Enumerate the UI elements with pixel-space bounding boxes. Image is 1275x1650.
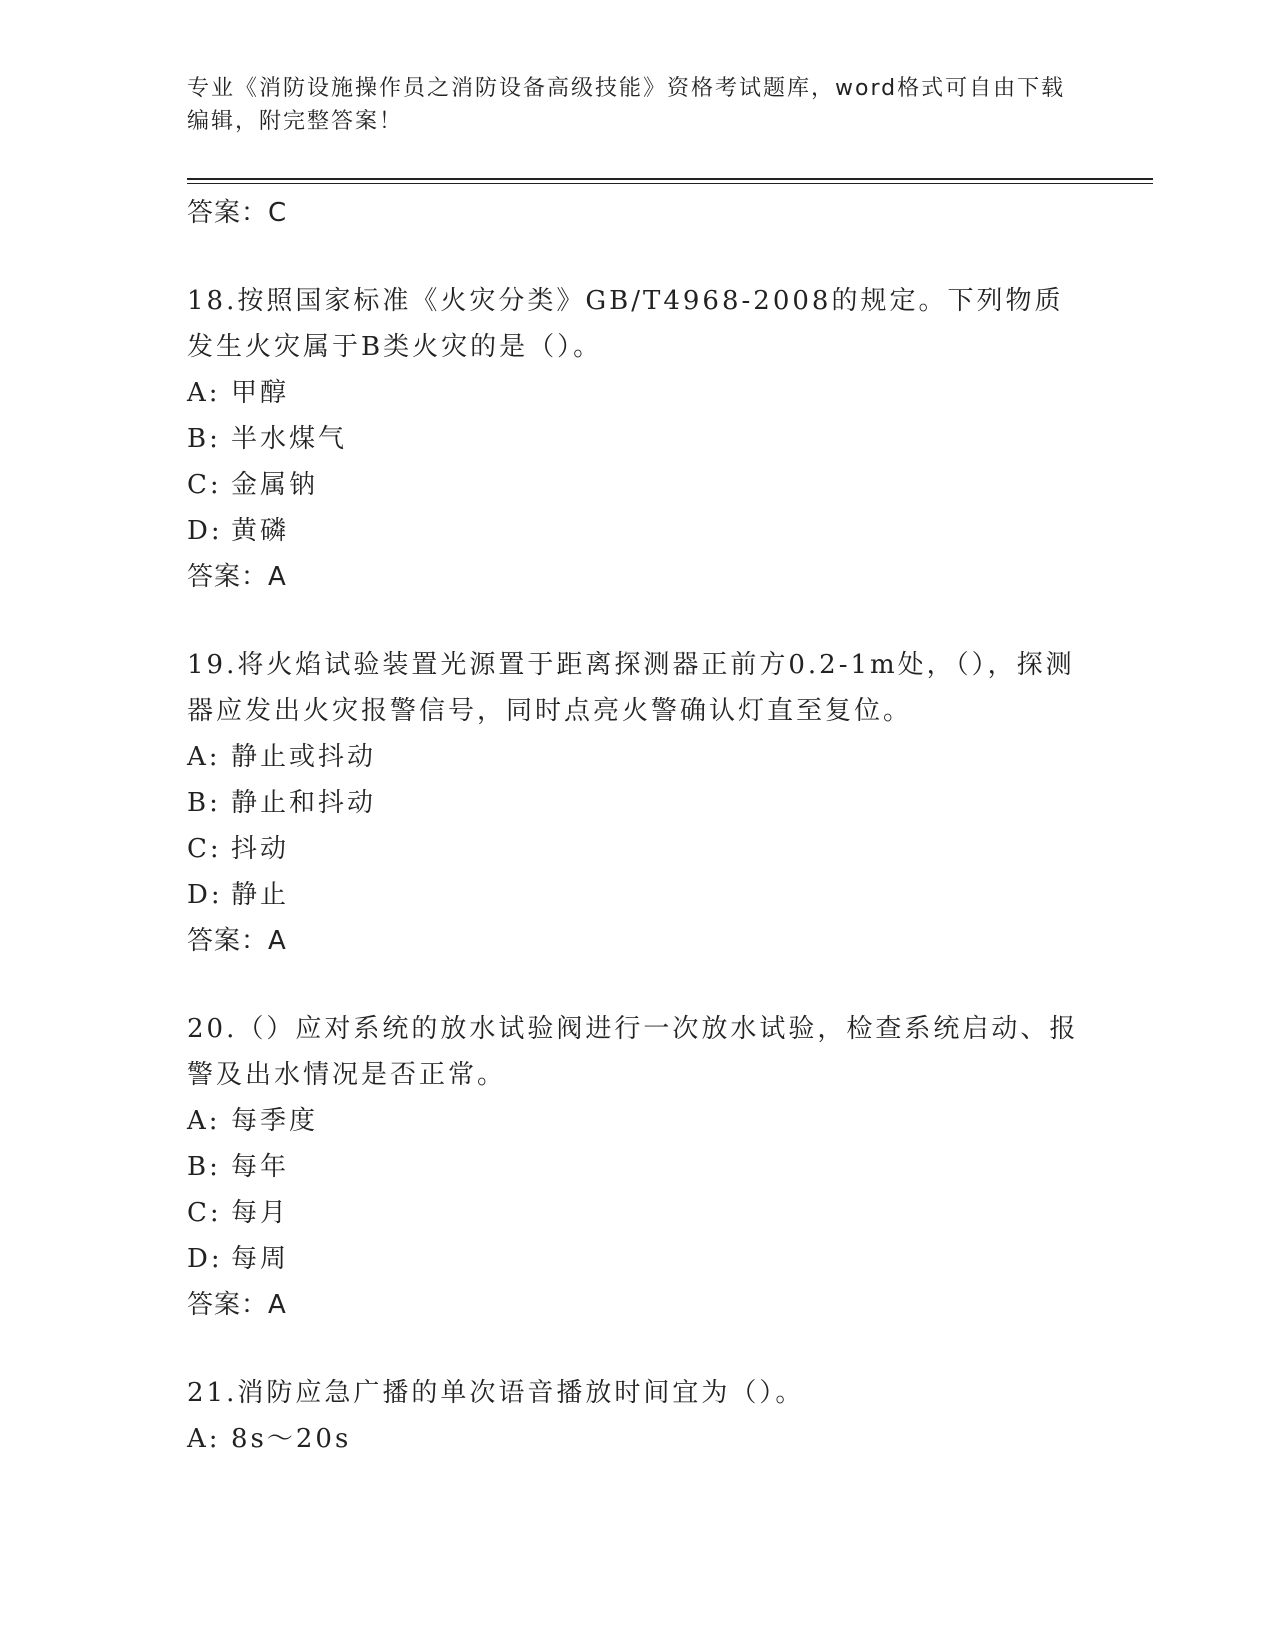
option-text: 金属钠 bbox=[231, 470, 319, 500]
option-letter: D: bbox=[187, 880, 223, 910]
document-header bbox=[187, 72, 1067, 138]
option-b bbox=[187, 416, 1087, 462]
option-letter: A: bbox=[187, 742, 221, 772]
answer-line: 答案：A bbox=[187, 926, 287, 956]
option-text: 每年 bbox=[231, 1152, 290, 1182]
answer-line: 答案：A bbox=[187, 562, 287, 592]
header-divider-thick bbox=[187, 178, 1153, 180]
option-letter: B: bbox=[187, 424, 221, 454]
option-text: 静止或抖动 bbox=[231, 742, 377, 772]
option-text: 甲醇 bbox=[231, 378, 290, 408]
header-text: 专业《消防设施操作员之消防设备高级技能》资格考试题库，word格式可自由下载编辑，附完整答案！ bbox=[187, 76, 1066, 134]
question-20 bbox=[187, 1006, 1087, 1328]
option-text: 黄磷 bbox=[231, 516, 290, 546]
option-a bbox=[187, 1416, 1087, 1462]
option-text: 每月 bbox=[231, 1198, 290, 1228]
option-letter: A: bbox=[187, 1424, 221, 1454]
question-19 bbox=[187, 642, 1087, 964]
question-stem: 18.按照国家标准《火灾分类》GB/T4968-2008的规定。下列物质发生火灾属于B类火灾的是（）。 bbox=[187, 286, 1064, 362]
answer-line: 答案：A bbox=[187, 1290, 287, 1320]
question-18 bbox=[187, 278, 1087, 600]
option-text: 静止和抖动 bbox=[231, 788, 377, 818]
option-c bbox=[187, 1190, 1087, 1236]
option-letter: C: bbox=[187, 834, 222, 864]
option-letter: C: bbox=[187, 470, 222, 500]
option-letter: D: bbox=[187, 1244, 223, 1274]
option-text: 每周 bbox=[231, 1244, 290, 1274]
header-divider-thin bbox=[187, 183, 1153, 184]
option-letter: A: bbox=[187, 1106, 221, 1136]
option-d bbox=[187, 1236, 1087, 1282]
option-text: 半水煤气 bbox=[231, 424, 348, 454]
question-21 bbox=[187, 1370, 1087, 1462]
question-stem: 21.消防应急广播的单次语音播放时间宜为（）。 bbox=[187, 1378, 805, 1408]
answer-line: 答案：C bbox=[187, 198, 288, 228]
option-letter: A: bbox=[187, 378, 221, 408]
option-b bbox=[187, 780, 1087, 826]
option-text: 8s～20s bbox=[231, 1424, 352, 1454]
option-a bbox=[187, 1098, 1087, 1144]
option-c bbox=[187, 826, 1087, 872]
question-stem: 19.将火焰试验装置光源置于距离探测器正前方0.2-1m处，（），探测器应发出火灾报警信号，同时点亮火警确认灯直至复位。 bbox=[187, 650, 1075, 726]
option-d bbox=[187, 508, 1087, 554]
option-letter: C: bbox=[187, 1198, 222, 1228]
option-b bbox=[187, 1144, 1087, 1190]
option-text: 静止 bbox=[231, 880, 290, 910]
option-a bbox=[187, 370, 1087, 416]
option-d bbox=[187, 872, 1087, 918]
question-stem: 20.（）应对系统的放水试验阀进行一次放水试验，检查系统启动、报警及出水情况是否正常。 bbox=[187, 1014, 1079, 1090]
option-letter: D: bbox=[187, 516, 223, 546]
option-c bbox=[187, 462, 1087, 508]
option-letter: B: bbox=[187, 1152, 221, 1182]
option-letter: B: bbox=[187, 788, 221, 818]
option-text: 抖动 bbox=[231, 834, 290, 864]
option-text: 每季度 bbox=[231, 1106, 319, 1136]
option-a bbox=[187, 734, 1087, 780]
question-list bbox=[187, 190, 1087, 1462]
